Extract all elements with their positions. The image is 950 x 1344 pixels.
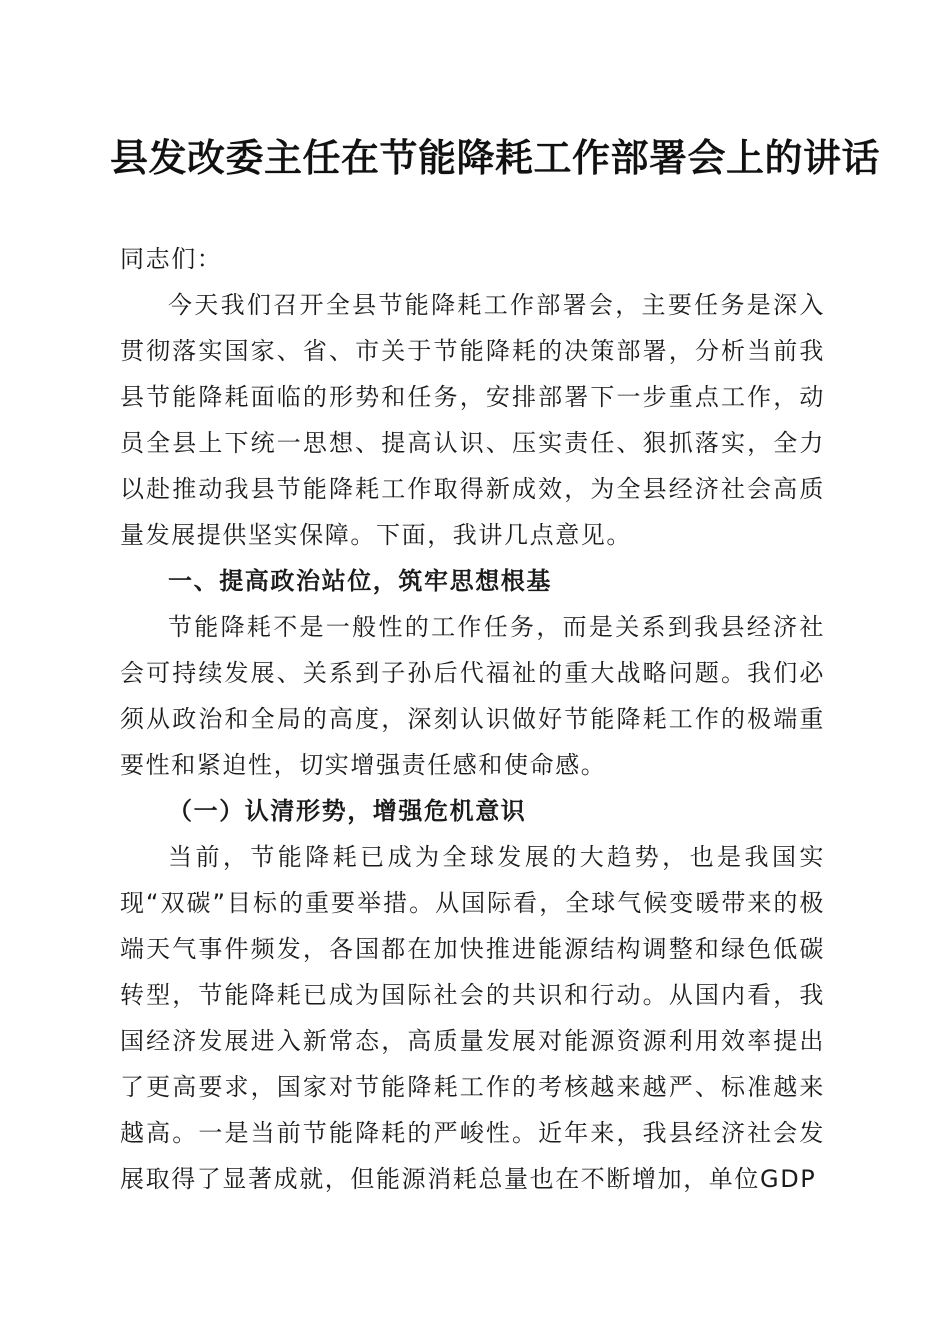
document-body [120,236,825,1202]
section-paragraph: 节能降耗不是一般性的工作任务，而是关系到我县经济社会可持续发展、关系到子孙后代福祉的重大战略问题。我们必须从政治和全局的高度，深刻认识做好节能降耗工作的极端重要性和紧迫性，切实增强责任感和使命感。 [120,613,825,779]
document-title: 县发改委主任在节能降耗工作部署会上的讲话 [110,135,881,180]
subsection-paragraph: 当前，节能降耗已成为全球发展的大趋势，也是我国实现“双碳”目标的重要举措。从国际看，全球气候变暖带来的极端天气事件频发，各国都在加快推进能源结构调整和绿色低碳转型，节能降耗已成为国际社会的共识和行动。从国内看，我国经济发展进入新常态，高质量发展对能源资源利用效率提出了更高要求，国家对节能降耗工作的考核越来越严、标准越来越高。一是当前节能降耗的严峻性。近年来，我县经济社会发展取得了显著成就，但能源消耗总量也在不断增加，单位GDP [120,843,825,1193]
subsection-heading: （一）认清形势，增强危机意识 [168,797,527,825]
intro-paragraph: 今天我们召开全县节能降耗工作部署会，主要任务是深入贯彻落实国家、省、市关于节能降耗的决策部署，分析当前我县节能降耗面临的形势和任务，安排部署下一步重点工作，动员全县上下统一思想、提高认识、压实责任、狠抓落实，全力以赴推动我县节能降耗工作取得新成效，为全县经济社会高质量发展提供坚实保障。下面，我讲几点意见。 [120,291,825,549]
section-heading: 一、提高政治站位，筑牢思想根基 [168,567,552,595]
salutation: 同志们： [120,245,223,273]
